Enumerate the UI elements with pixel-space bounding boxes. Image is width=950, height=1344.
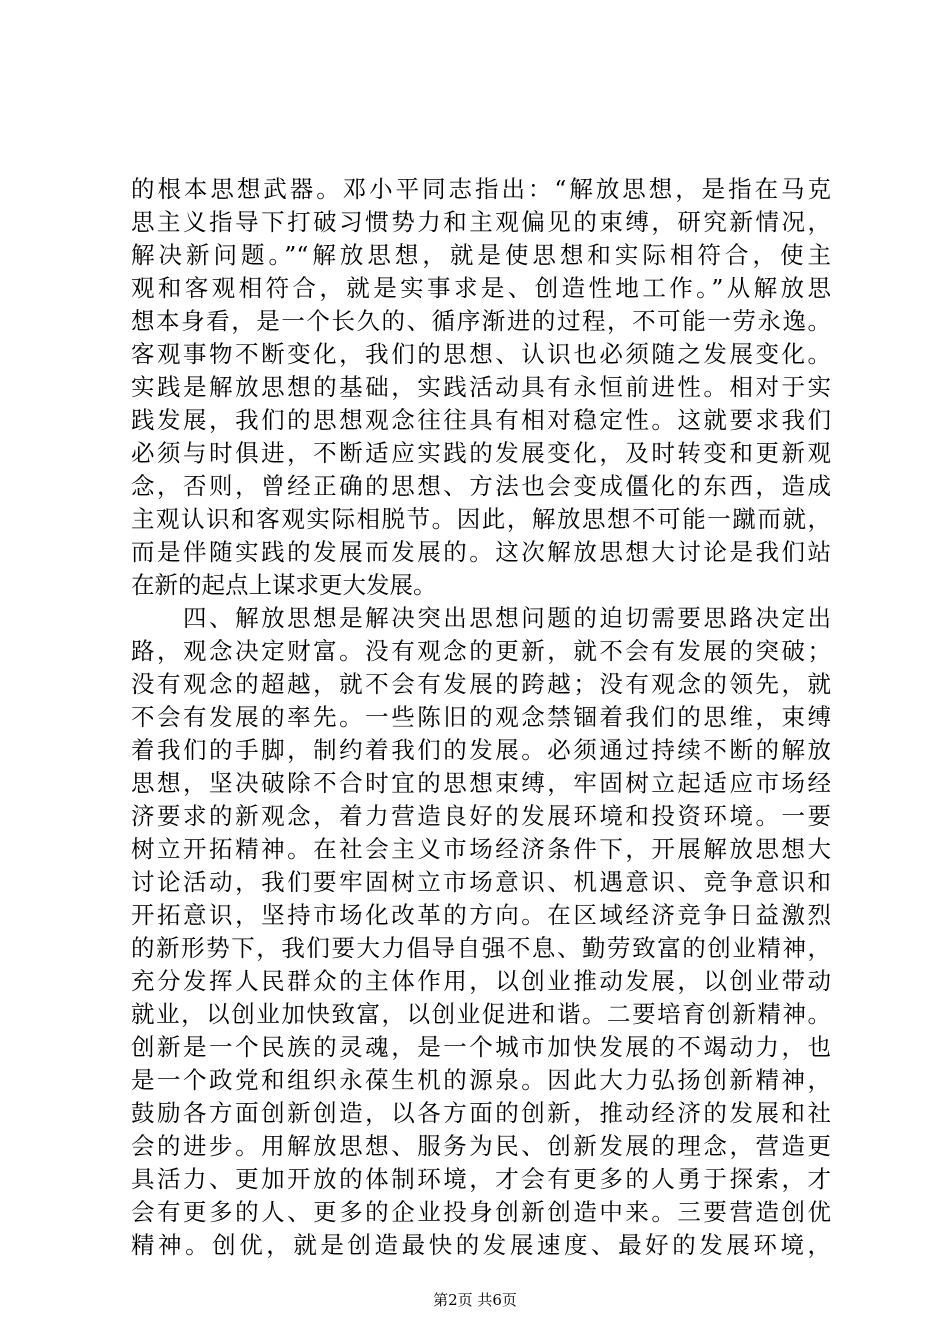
text-line: 客观事物不断变化，我们的思想、认识也必须随之发展变化。 — [131, 340, 831, 368]
text-line: 实践是解放思想的基础，实践活动具有永恒前进性。相对于实 — [131, 373, 831, 401]
text-line: 四、解放思想是解决突出思想问题的迫切需要思路决定出 — [131, 604, 831, 632]
text-line: 主观认识和客观实际相脱节。因此，解放思想不可能一蹴而就， — [131, 505, 831, 533]
text-line: 着我们的手脚，制约着我们的发展。必须通过持续不断的解放 — [131, 736, 831, 764]
text-line: 解决新问题。”“解放思想，就是使思想和实际相符合，使主 — [131, 241, 831, 269]
text-line: 鼓励各方面创新创造，以各方面的创新，推动经济的发展和社 — [131, 1099, 831, 1127]
page-footer: 第2页 共6页 — [433, 1291, 517, 1309]
text-line: 不会有发展的率先。一些陈旧的观念禁锢着我们的思维，束缚 — [131, 703, 831, 731]
text-line: 在新的起点上谋求更大发展。 — [131, 571, 437, 599]
text-line: 践发展，我们的思想观念往往具有相对稳定性。这就要求我们 — [131, 406, 831, 434]
text-line: 念，否则，曾经正确的思想、方法也会变成僵化的东西，造成 — [131, 472, 831, 500]
text-line: 就业，以创业加快致富，以创业促进和谐。二要培育创新精神。 — [131, 1000, 831, 1028]
text-line: 讨论活动，我们要牢固树立市场意识、机遇意识、竞争意识和 — [131, 868, 831, 896]
text-line: 必须与时俱进，不断适应实践的发展变化，及时转变和更新观 — [131, 439, 831, 467]
text-line: 会有更多的人、更多的企业投身创新创造中来。三要营造创优 — [131, 1198, 831, 1226]
text-line: 具活力、更加开放的体制环境，才会有更多的人勇于探索，才 — [131, 1165, 831, 1193]
text-line: 观和客观相符合，就是实事求是、创造性地工作。”从解放思 — [131, 274, 831, 302]
text-line: 的根本思想武器。邓小平同志指出：“解放思想，是指在马克 — [131, 175, 831, 203]
text-line: 创新是一个民族的灵魂，是一个城市加快发展的不竭动力，也 — [131, 1033, 831, 1061]
body-text — [131, 173, 831, 1262]
text-line: 而是伴随实践的发展而发展的。这次解放思想大讨论是我们站 — [131, 538, 831, 566]
text-line: 没有观念的超越，就不会有发展的跨越；没有观念的领先，就 — [131, 670, 831, 698]
text-line: 会的进步。用解放思想、服务为民、创新发展的理念，营造更 — [131, 1132, 831, 1160]
text-line: 树立开拓精神。在社会主义市场经济条件下，开展解放思想大 — [131, 835, 831, 863]
text-line: 的新形势下，我们要大力倡导自强不息、勤劳致富的创业精神， — [131, 934, 831, 962]
text-line: 济要求的新观念，着力营造良好的发展环境和投资环境。一要 — [131, 802, 831, 830]
text-line: 是一个政党和组织永葆生机的源泉。因此大力弘扬创新精神， — [131, 1066, 831, 1094]
text-line: 思主义指导下打破习惯势力和主观偏见的束缚，研究新情况， — [131, 208, 831, 236]
text-line: 路，观念决定财富。没有观念的更新，就不会有发展的突破； — [131, 637, 831, 665]
text-line: 充分发挥人民群众的主体作用，以创业推动发展，以创业带动 — [131, 967, 831, 995]
text-line: 开拓意识，坚持市场化改革的方向。在区域经济竞争日益激烈 — [131, 901, 831, 929]
text-line: 精神。创优，就是创造最快的发展速度、最好的发展环境， — [131, 1231, 831, 1259]
text-line: 想本身看，是一个长久的、循序渐进的过程，不可能一劳永逸。 — [131, 307, 831, 335]
text-line: 思想，坚决破除不合时宜的思想束缚，牢固树立起适应市场经 — [131, 769, 831, 797]
